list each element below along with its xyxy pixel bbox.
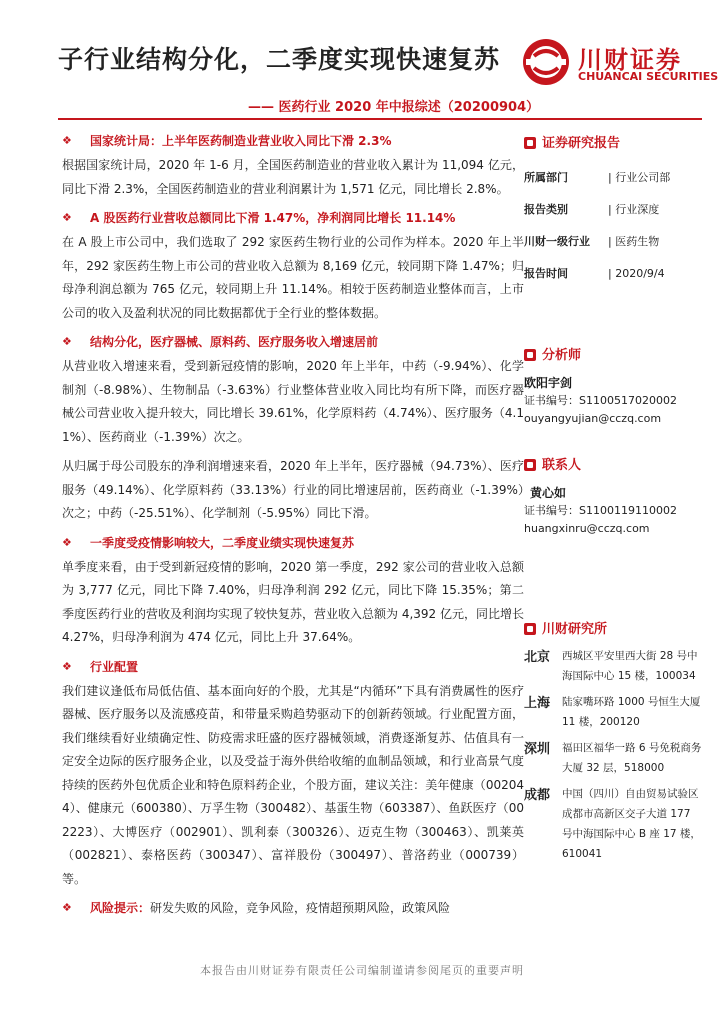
square-bullet-icon bbox=[524, 459, 536, 471]
section-heading bbox=[62, 207, 524, 229]
report-subtitle: —— 医药行业 2020 年中报综述（20200904） bbox=[248, 100, 540, 115]
paragraph: 在 A 股上市公司中，我们选取了 292 家医药生物行业的公司作为样本。2020 年上半年，292 家医药生物上市公司的营业收入总额为 8,169 亿元，较同期下降 1.47%；归母净利润总额为 765 亿元，较同期上升 11.14%。相较于医药制造业整体而言，上市公司的收入及盈利状况的同比数据都优于全行业的整体数据。 bbox=[62, 235, 524, 320]
diamond-bullet-icon: ❖ bbox=[62, 211, 70, 224]
office-shenzhen bbox=[524, 738, 704, 778]
office-address: 陆家嘴环路 1000 号恒生大厦 11 楼，200120 bbox=[562, 696, 701, 728]
contact-heading bbox=[524, 456, 704, 476]
header-divider bbox=[58, 118, 702, 120]
logo-mark-icon bbox=[522, 38, 570, 86]
office-city: 深圳 bbox=[524, 742, 551, 757]
section-heading-text: 一季度受疫情影响较大，二季度业绩实现快速复苏 bbox=[90, 535, 355, 550]
logo-text-cn: 川财证券 bbox=[578, 46, 682, 74]
contact-cert: 证书编号：S1100119110002 bbox=[524, 504, 677, 517]
office-chengdu bbox=[524, 784, 704, 864]
paragraph: 根据国家统计局，2020 年 1-6 月，全国医药制造业的营业收入累计为 11,094 亿元，同比下滑 2.3%，全国医药制造业的营业利润累计为 1,571 亿元，同比增长 2.8%。 bbox=[62, 158, 524, 196]
meta-value: | 医药生物 bbox=[608, 226, 659, 258]
meta-key: 所属部门 bbox=[524, 171, 568, 184]
office-shanghai bbox=[524, 692, 704, 732]
meta-row bbox=[524, 226, 704, 258]
page-title: 子行业结构分化，二季度实现快速复苏 bbox=[58, 45, 501, 74]
contact-name: 黄心如 bbox=[530, 486, 567, 500]
section-heading-text: 国家统计局：上半年医药制造业营业收入同比下滑 2.3% bbox=[90, 134, 392, 148]
meta-value: | 2020/9/4 bbox=[608, 258, 665, 290]
contact-email[interactable]: huangxinru@cczq.com bbox=[524, 522, 650, 535]
square-bullet-icon bbox=[524, 137, 536, 149]
section-heading bbox=[62, 130, 524, 152]
institute-heading-text: 川财研究所 bbox=[542, 622, 608, 637]
report-heading-text: 证券研究报告 bbox=[542, 136, 621, 151]
diamond-bullet-icon: ❖ bbox=[62, 535, 70, 549]
analyst-heading-text: 分析师 bbox=[542, 348, 582, 363]
meta-value: | 行业公司部 bbox=[608, 162, 670, 194]
office-address: 中国（四川）自由贸易试验区成都市高新区交子大道 177 号中海国际中心 B 座 17 楼，610041 bbox=[562, 788, 701, 860]
section-heading bbox=[62, 532, 524, 554]
page-footer: 本报告由川财证券有限责任公司编制谨请参阅尾页的重要声明 bbox=[200, 964, 524, 977]
office-address: 西城区平安里西大街 28 号中海国际中心 15 楼，100034 bbox=[562, 650, 698, 682]
contact-heading-text: 联系人 bbox=[542, 458, 582, 473]
risk-text: 研发失败的风险，竞争风险，疫情超预期风险，政策风险 bbox=[150, 901, 451, 915]
meta-key: 报告时间 bbox=[524, 267, 568, 280]
analyst-email[interactable]: ouyangyujian@cczq.com bbox=[524, 412, 662, 425]
institute-heading bbox=[524, 620, 704, 640]
analyst-name: 欧阳宇剑 bbox=[524, 376, 573, 390]
sidebar bbox=[524, 134, 704, 864]
meta-key: 报告类别 bbox=[524, 203, 568, 216]
diamond-bullet-icon: ❖ bbox=[62, 335, 70, 348]
section-heading-text: 行业配置 bbox=[90, 659, 139, 674]
office-address: 福田区福华一路 6 号免税商务大厦 32 层，518000 bbox=[562, 742, 702, 774]
paragraph: 从营业收入增速来看，受到新冠疫情的影响，2020 年上半年，中药（-9.94%）、化学制剂（-8.98%）、生物制品（-3.63%）行业整体营业收入同比均有所下降，而医疗器械公司营业收入提升较大，同比增长 39.61%，化学原料药（4.74%）、医疗服务（4.11%）、医药商业（-1.39%）次之。 bbox=[62, 359, 524, 444]
logo-text-en: CHUANCAI SECURITIES bbox=[578, 70, 719, 83]
main-content bbox=[62, 126, 524, 919]
section-heading bbox=[62, 656, 524, 678]
meta-key: 川财一级行业 bbox=[524, 235, 590, 248]
meta-row bbox=[524, 162, 704, 194]
diamond-bullet-icon: ❖ bbox=[62, 901, 70, 914]
office-city: 北京 bbox=[524, 650, 551, 665]
office-city: 上海 bbox=[524, 696, 551, 711]
risk-notice bbox=[62, 897, 524, 919]
paragraph: 单季度来看，由于受到新冠疫情的影响，2020 第一季度，292 家公司的营业收入总额为 3,777 亿元，同比下降 7.40%，归母净利润 292 亿元，同比下降 15.35%；第二季度医药行业的营收及利润均实现了较快复苏，营业收入总额为 4,392 亿元，同比增长 4.27%，归母净利润为 474 亿元，同比上升 37.64%。 bbox=[62, 559, 524, 644]
report-heading bbox=[524, 134, 704, 154]
meta-value: | 行业深度 bbox=[608, 194, 659, 226]
meta-row bbox=[524, 194, 704, 226]
meta-row bbox=[524, 258, 704, 290]
paragraph: 我们建议逢低布局低估值、基本面向好的个股，尤其是“内循环”下具有消费属性的医疗器械、医疗服务以及流感疫苗，和带量采购趋势驱动下的创新药领域。行业配置方面，我们继续看好业绩确定性、防疫需求旺盛的医疗器械领域，消费逐渐复苏、估值具有一定安全边际的医疗服务企业，以及受益于海外供给收缩的血制品领域，和行业高景气度持续的医药外包优质企业和特色原料药企业，个股方面，建议关注：美年健康（002044）、健康元（600380）、万孚生物（300482）、基蛋生物（603387）、鱼跃医疗（002223）、大博医疗（002901）、凯利泰（300326）、迈克生物（300463）、凯莱英（002821）、泰格医药（300347）、富祥股份（300497）、普洛药业（000739）等。 bbox=[62, 683, 524, 886]
analyst-cert: 证书编号：S1100517020002 bbox=[524, 394, 677, 407]
diamond-bullet-icon: ❖ bbox=[62, 134, 70, 147]
section-heading-text: 结构分化，医疗器械、原料药、医疗服务收入增速居前 bbox=[90, 335, 379, 349]
diamond-bullet-icon: ❖ bbox=[62, 659, 70, 673]
square-bullet-icon bbox=[524, 623, 536, 635]
company-logo bbox=[522, 38, 719, 94]
square-bullet-icon bbox=[524, 349, 536, 361]
paragraph: 从归属于母公司股东的净利润增速来看，2020 年上半年，医疗器械（94.73%）、医疗服务（49.14%）、化学原料药（33.13%）行业的同比增速居前，医药商业（-1.39%）次之；中药（-25.51%）、化学制剂（-5.95%）同比下滑。 bbox=[62, 459, 524, 520]
section-heading-text: A 股医药行业营收总额同比下滑 1.47%，净利润同比增长 11.14% bbox=[90, 211, 456, 225]
office-beijing bbox=[524, 646, 704, 686]
office-city: 成都 bbox=[524, 788, 551, 803]
risk-label: 风险提示： bbox=[90, 901, 151, 915]
section-heading bbox=[62, 331, 524, 353]
analyst-heading bbox=[524, 346, 704, 366]
